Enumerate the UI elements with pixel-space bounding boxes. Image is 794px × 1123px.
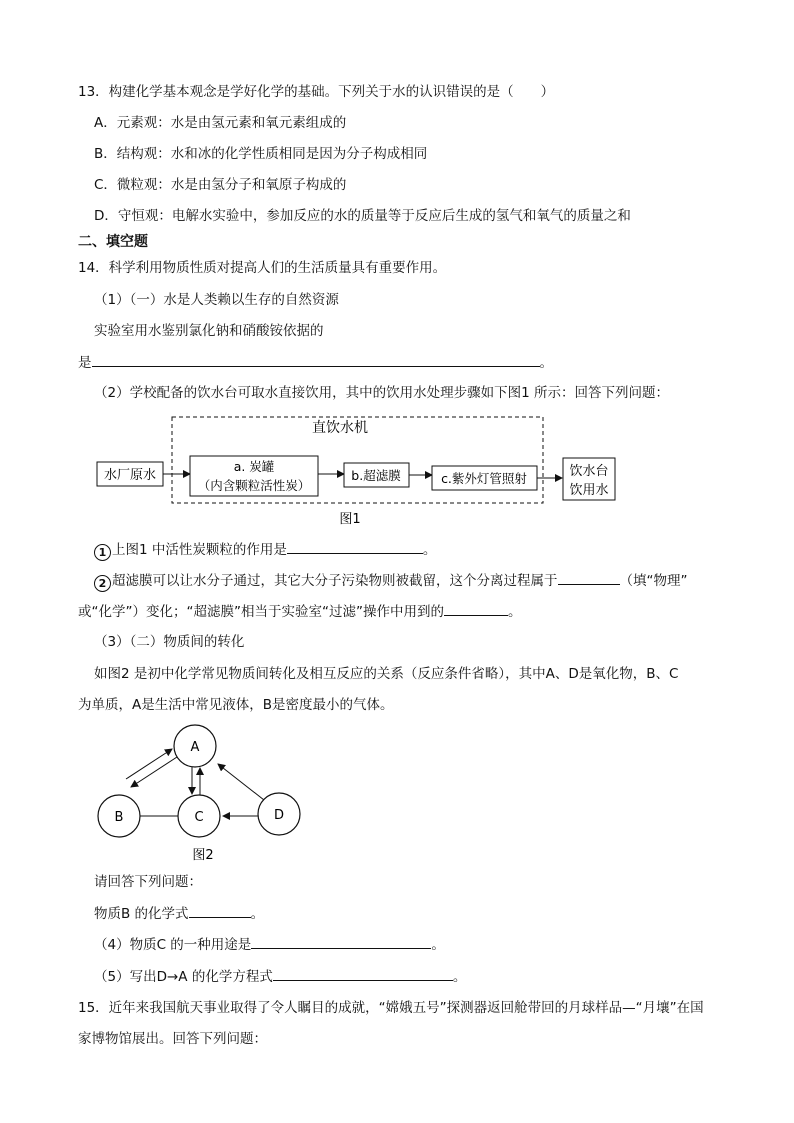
q13-option-d: D．守恒观：电解水实验中，参加反应的水的质量等于反应后生成的氢气和氧气的质量之和 <box>94 208 631 224</box>
c1-answer-blank[interactable] <box>287 539 423 554</box>
q14-part5-line <box>94 966 466 987</box>
circled-number-2: 2 <box>94 575 111 592</box>
q13-option-a: A．元素观：水是由氢元素和氧元素组成的 <box>94 115 347 131</box>
step-b-label: b.超滤膜 <box>351 468 401 483</box>
q15-line1: 15．近年来我国航天事业取得了令人瞩目的成就，“嫦娥五号”探测器返回舱带回的月球样品—“月壤”在国 <box>78 1000 704 1016</box>
q14-part2-text: （2）学校配备的饮水台可取水直接饮用，其中的饮用水处理步骤如下图1 所示：回答下列问题： <box>94 385 669 401</box>
p4-text: （4）物质C 的一种用途是 <box>94 937 252 953</box>
p4-answer-blank[interactable] <box>251 934 431 949</box>
q14-part3-title: （3）（二）物质间的转化 <box>94 634 245 650</box>
p4-end: 。 <box>431 937 445 953</box>
answer-blank[interactable] <box>92 352 540 367</box>
arrow-a-to-b <box>131 757 177 787</box>
q13-option-c: C．微粒观：水是由氢分子和氧原子构成的 <box>94 177 347 193</box>
circled-number-1: 1 <box>94 544 111 561</box>
figure-2-caption: 图2 <box>192 848 214 863</box>
q14-part1-answer-line <box>78 352 553 373</box>
q14-c2-line2 <box>78 601 521 622</box>
c2-text: 超滤膜可以让水分子通过，其它大分子污染物则被截留，这个分离过程属于 <box>112 573 558 589</box>
q14-stem: 14．科学利用物质性质对提高人们的生活质量具有重要作用。 <box>78 260 447 276</box>
q14-part4-line <box>94 934 445 955</box>
q13-option-b: B．结构观：水和冰的化学性质相同是因为分子构成相同 <box>94 146 428 162</box>
q14-ask: 请回答下列问题： <box>94 874 202 890</box>
c2-answer-blank-1[interactable] <box>558 570 620 585</box>
q-b-answer-blank[interactable] <box>189 903 251 918</box>
arrow-d-to-a <box>218 764 264 800</box>
q14-part1-title: （1）（一）水是人类赖以生存的自然资源 <box>94 292 339 308</box>
c2-line2-end: 。 <box>507 604 522 620</box>
c1-end: 。 <box>422 542 437 558</box>
output-line1: 饮水台 <box>569 464 609 479</box>
c1-text: 上图1 中活性炭颗粒的作用是 <box>112 542 287 558</box>
c2-answer-blank-2[interactable] <box>444 601 508 616</box>
figure-2-relation-diagram <box>0 715 794 865</box>
c2-end: （填“物理” <box>619 573 688 589</box>
step-c-label: c.紫外灯管照射 <box>441 471 527 486</box>
prefix: 是 <box>78 355 92 371</box>
node-d-label: D <box>273 808 285 823</box>
figure-1-flowchart <box>0 410 794 530</box>
output-line2: 饮用水 <box>569 483 609 498</box>
node-a-label: A <box>190 740 200 755</box>
q15-line2: 家博物馆展出。回答下列问题： <box>78 1031 267 1047</box>
q14-part1-text: 实验室用水鉴别氯化钠和硝酸铵依据的 <box>94 323 324 339</box>
p5-answer-blank[interactable] <box>273 966 453 981</box>
p5-end: 。 <box>452 969 467 985</box>
q-b-text: 物质B 的化学式 <box>94 906 189 922</box>
c2-line2-text: 或“化学”）变化；“超滤膜”相当于实验室“过滤”操作中用到的 <box>78 604 444 620</box>
q-b-end: 。 <box>250 906 265 922</box>
q14-part3-line1: 如图2 是初中化学常见物质间转化及相互反应的关系（反应条件省略），其中A、D是氧化物，B、C <box>94 666 679 682</box>
source-label: 水厂原水 <box>103 468 157 483</box>
step-a-line2: （内含颗粒活性炭） <box>197 478 311 493</box>
step-a-line1: a. 炭罐 <box>233 459 275 474</box>
q14-b-formula-line <box>94 903 264 924</box>
p5-text: （5）写出D→A 的化学方程式 <box>94 969 273 985</box>
q13-stem: 13．构建化学基本观念是学好化学的基础。下列关于水的认识错误的是（ ） <box>78 84 555 100</box>
q14-c2-line1 <box>94 570 688 592</box>
figure-1-caption: 图1 <box>339 512 361 527</box>
q14-c1-line <box>94 539 436 561</box>
machine-title: 直饮水机 <box>312 420 368 436</box>
node-b-label: B <box>114 810 124 825</box>
node-c-label: C <box>194 810 204 825</box>
arrow-b-to-a <box>126 749 172 779</box>
q14-part3-line2: 为单质，A是生活中常见液体，B是密度最小的气体。 <box>78 697 394 713</box>
suffix: 。 <box>539 355 553 371</box>
section-heading: 二、填空题 <box>78 234 148 250</box>
